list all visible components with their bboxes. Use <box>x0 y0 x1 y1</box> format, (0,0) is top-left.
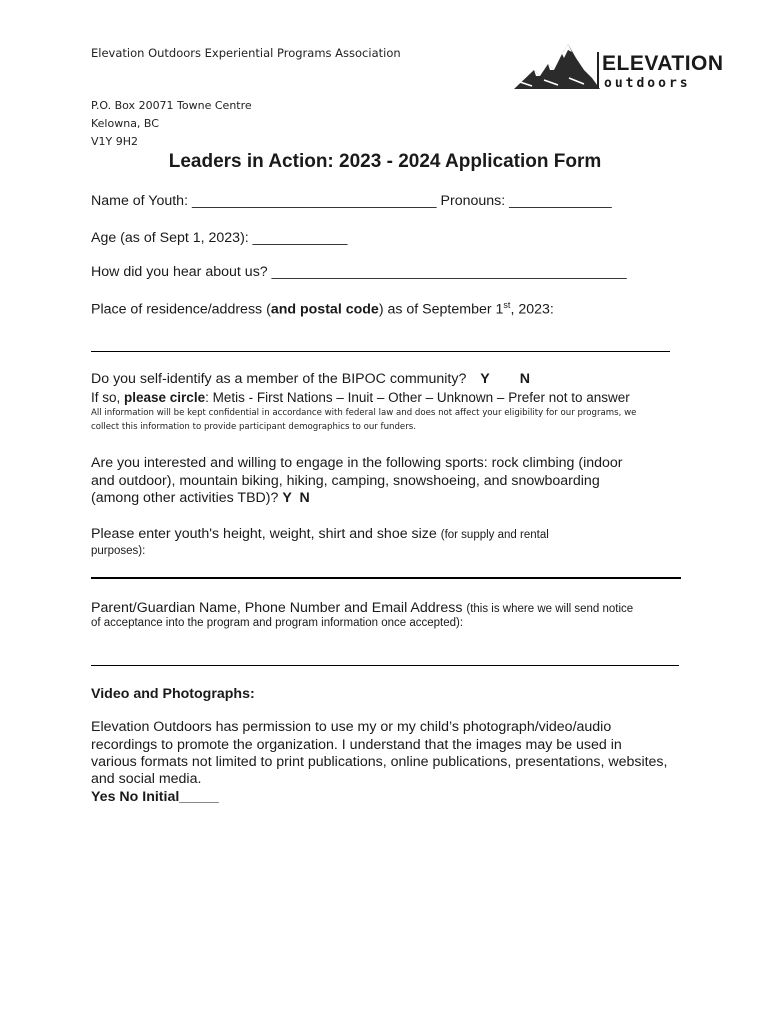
residence-text-2: ) as of September 1 <box>378 301 504 318</box>
sports-question-text: (among other activities TBD)? <box>91 490 279 506</box>
sizes-answer-line[interactable] <box>91 577 681 579</box>
bipoc-question-text: Do you self-identify as a member of the BIPOC community? <box>91 371 467 387</box>
sizes-note: (for supply and rental <box>440 529 549 541</box>
logo-subtitle: outdoors <box>604 76 691 91</box>
media-line-3: various formats not limited to print publications, online publications, presentations, websites, <box>91 754 668 770</box>
media-line-1: Elevation Outdoors has permission to use my or my child’s photograph/video/audio <box>91 719 612 735</box>
media-consent-initial[interactable]: Yes No Initial_____ <box>91 789 219 805</box>
please-circle-text: please circle <box>124 390 206 405</box>
media-heading: Video and Photographs: <box>91 686 255 702</box>
residence-text-3: , 2023: <box>510 301 554 318</box>
privacy-note-line-2: collect this information to provide participant demographics to our funders. <box>91 422 416 432</box>
hear-about-field[interactable]: How did you hear about us? _____________________________________________ <box>91 264 627 280</box>
sizes-text: Please enter youth's height, weight, shirt and shoe size <box>91 526 441 542</box>
guardian-question <box>91 600 633 616</box>
guardian-answer-line[interactable] <box>91 665 679 666</box>
address-line-1: P.O. Box 20071 Towne Centre <box>91 99 252 112</box>
residence-question <box>91 300 554 318</box>
sports-question-line-2: and outdoor), mountain biking, hiking, camping, snowshoeing, and snowboarding <box>91 473 600 489</box>
address-line-3: V1Y 9H2 <box>91 135 139 148</box>
page-title: Leaders in Action: 2023 - 2024 Application Form <box>168 151 602 172</box>
media-line-2: recordings to promote the organization. I understand that the images may be used in <box>91 737 622 753</box>
age-field[interactable]: Age (as of Sept 1, 2023): ____________ <box>91 230 348 246</box>
bipoc-question <box>91 371 530 387</box>
if-so-text: If so, <box>91 390 125 405</box>
bipoc-options <box>91 390 630 405</box>
privacy-note-line-1: All information will be kept confidential in accordance with federal law and does not affect your eligibility for our programs, we <box>91 408 637 418</box>
sports-yes-no[interactable]: Y N <box>282 490 310 506</box>
residence-bold-text: and postal code <box>270 301 379 318</box>
residence-answer-line[interactable] <box>91 351 670 352</box>
guardian-note: (this is where we will send notice <box>466 603 634 615</box>
name-pronouns-field[interactable]: Name of Youth: _______________________________ Pronouns: _____________ <box>91 193 612 209</box>
sizes-question <box>91 526 549 542</box>
sizes-note-line-2: purposes): <box>91 545 146 557</box>
bipoc-options-text[interactable]: : Metis - First Nations – Inuit – Other – Unknown – Prefer not to answer <box>205 390 630 405</box>
bipoc-yes[interactable]: Y <box>480 371 490 387</box>
sports-question-line-1: Are you interested and willing to engage in the following sports: rock climbing (indoor <box>91 455 623 471</box>
guardian-text: Parent/Guardian Name, Phone Number and Email Address <box>91 600 467 616</box>
organization-name: Elevation Outdoors Experiential Programs Association <box>91 46 401 60</box>
logo-wordmark: ELEVATION <box>602 52 724 75</box>
superscript: st <box>503 300 511 310</box>
guardian-note-line-2: of acceptance into the program and program information once accepted): <box>91 617 464 629</box>
bipoc-no[interactable]: N <box>519 371 530 387</box>
address-line-2: Kelowna, BC <box>91 117 159 130</box>
sports-question-line-3 <box>91 490 310 506</box>
media-line-4: and social media. <box>91 771 202 787</box>
residence-text: Place of residence/address ( <box>91 301 271 318</box>
